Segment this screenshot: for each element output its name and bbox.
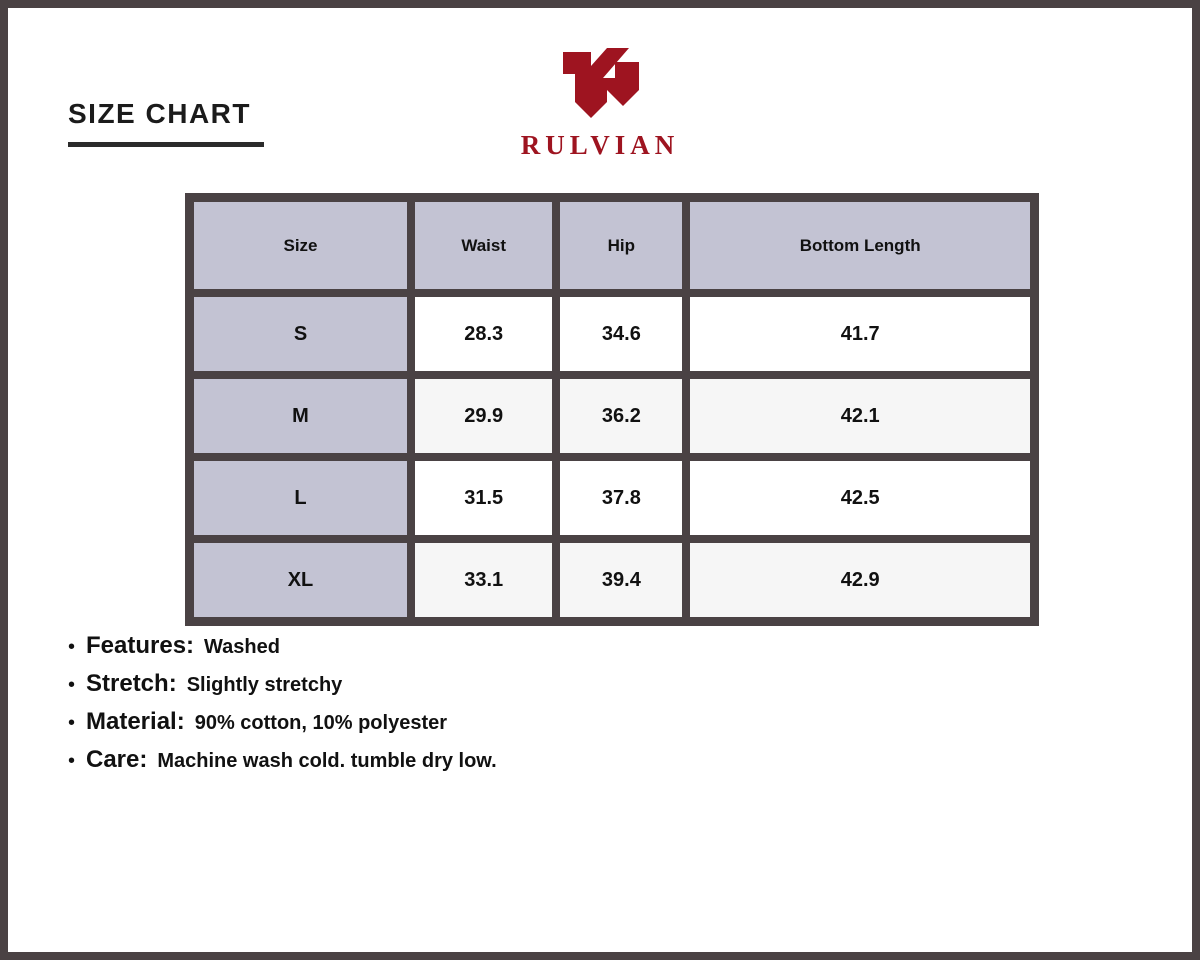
page-inner-border (8, 8, 1192, 952)
cell-waist-s: 28.3 (411, 293, 556, 375)
bullet-icon: • (68, 636, 76, 658)
cell-size-m: M (190, 375, 411, 457)
cell-waist-xl: 33.1 (411, 539, 556, 621)
info-label-features: Features: (86, 632, 195, 659)
table-row (190, 293, 1034, 375)
cell-hip-l: 37.8 (556, 457, 686, 539)
page-title: SIZE CHART (68, 98, 251, 129)
column-header-bottom-length: Bottom Length (686, 198, 1034, 293)
cell-bottom-length-xl: 42.9 (686, 539, 1034, 621)
page-content (12, 12, 1188, 948)
info-value-material: 90% cotton, 10% polyester (194, 712, 448, 734)
list-item (68, 632, 1068, 660)
table-row (190, 457, 1034, 539)
info-label-material: Material: (86, 708, 185, 735)
column-header-size: Size (190, 198, 411, 293)
table-header-row (190, 198, 1034, 293)
cell-size-xl: XL (190, 539, 411, 621)
cell-waist-l: 31.5 (411, 457, 556, 539)
bullet-icon: • (68, 750, 76, 772)
cell-waist-m: 29.9 (411, 375, 556, 457)
cell-bottom-length-s: 41.7 (686, 293, 1034, 375)
column-header-hip: Hip (556, 198, 686, 293)
brand-name: RULVIAN (520, 130, 680, 160)
list-item (68, 708, 1068, 736)
cell-size-l: L (190, 457, 411, 539)
bullet-icon: • (68, 674, 76, 696)
cell-hip-s: 34.6 (556, 293, 686, 375)
info-label-care: Care: (86, 746, 148, 773)
cell-hip-xl: 39.4 (556, 539, 686, 621)
cell-bottom-length-l: 42.5 (686, 457, 1034, 539)
list-item (68, 670, 1068, 698)
product-info-list (68, 632, 1068, 784)
info-value-care: Machine wash cold. tumble dry low. (157, 750, 497, 772)
info-label-stretch: Stretch: (86, 670, 177, 697)
cell-hip-m: 36.2 (556, 375, 686, 457)
column-header-waist: Waist (411, 198, 556, 293)
list-item (68, 746, 1068, 774)
bullet-icon: • (68, 712, 76, 734)
size-table (185, 193, 1039, 626)
cell-size-s: S (190, 293, 411, 375)
rulvian-r-monogram-icon (12, 44, 1188, 128)
table-row (190, 375, 1034, 457)
brand-block (12, 44, 1188, 161)
info-value-features: Washed (204, 636, 280, 658)
table-row (190, 539, 1034, 621)
size-table-wrapper (185, 193, 1039, 626)
info-value-stretch: Slightly stretchy (186, 674, 343, 696)
cell-bottom-length-m: 42.1 (686, 375, 1034, 457)
